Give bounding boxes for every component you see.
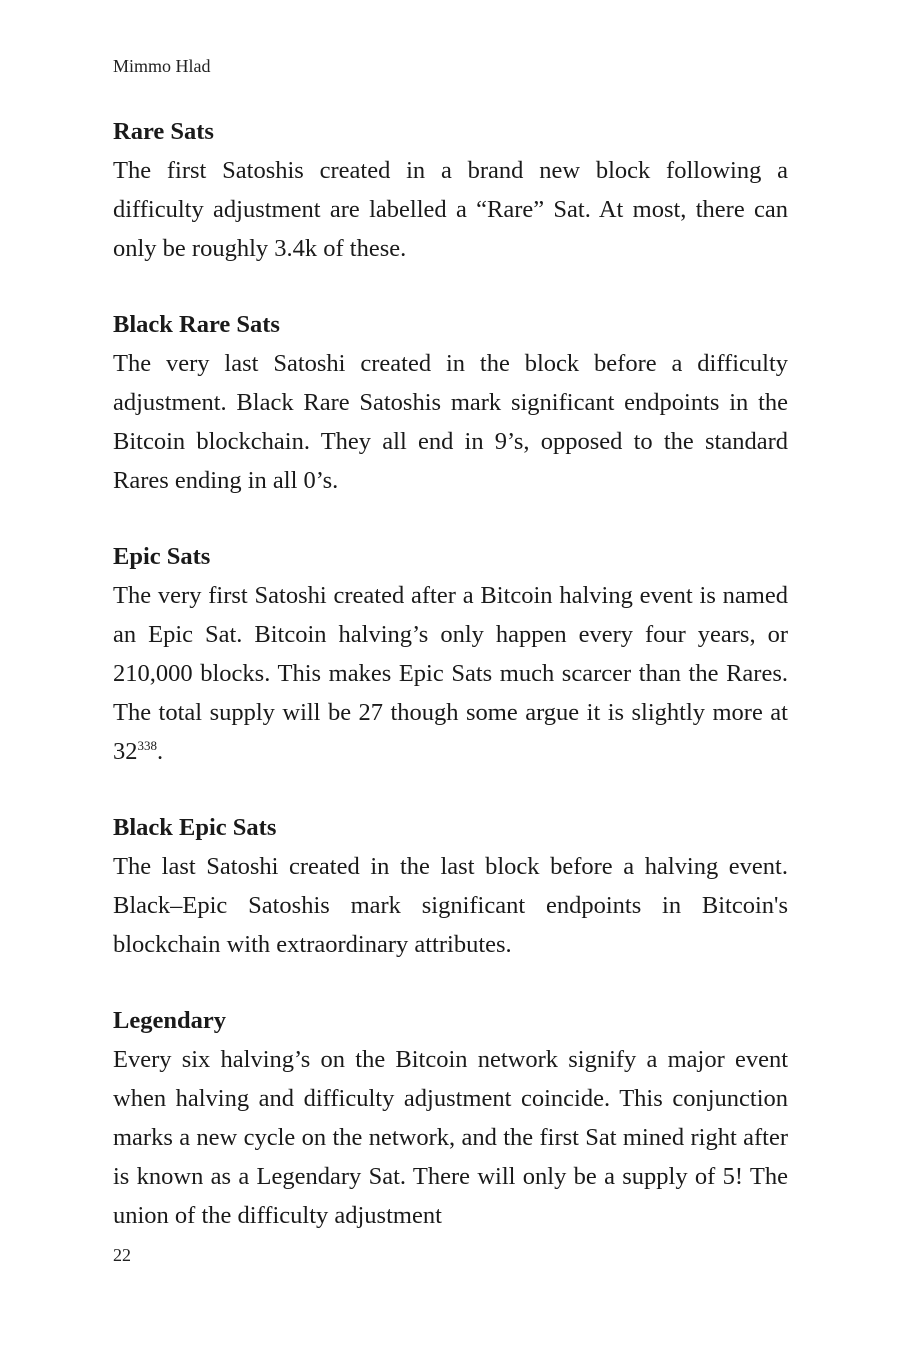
section-heading: Black Rare Sats [113, 311, 280, 338]
paragraph-text: The very first Satoshi created after a Bitcoin halving event is named an Epic Sat. Bitcoin halving’s only happen every four years, or 210,000 blocks. This makes Epic Sats much scarcer than the Rares. The total supply will be 27 though some argue it is slightly more at 32 [113, 582, 788, 765]
section-heading: Black Epic Sats [113, 814, 277, 841]
footnote-reference[interactable]: 338 [137, 737, 157, 753]
section-paragraph [113, 576, 788, 771]
section-paragraph: The first Satoshis created in a brand new block following a difficulty adjustment are labelled a “Rare” Sat. At most, there can only be roughly 3.4k of these. [113, 157, 788, 262]
section-heading: Epic Sats [113, 543, 211, 570]
page-number: 22 [113, 1245, 131, 1265]
section-heading: Legendary [113, 1007, 226, 1034]
section-paragraph: The last Satoshi created in the last block before a halving event. Black–Epic Satoshis mark significant endpoints in Bitcoin's blockchain with extraordinary attributes. [113, 853, 788, 958]
section-black-epic-sats [113, 809, 788, 964]
section-epic-sats [113, 538, 788, 771]
running-header-author: Mimmo Hlad [113, 56, 211, 76]
page-body [113, 113, 788, 1273]
section-paragraph: Every six halving’s on the Bitcoin network signify a major event when halving and difficulty adjustment coincide. This conjunction marks a new cycle on the network, and the first Sat mined right after is known as a Legendary Sat. There will only be a supply of 5! The union of the difficulty adjustment [113, 1046, 788, 1229]
section-rare-sats [113, 113, 788, 268]
section-black-rare-sats [113, 306, 788, 500]
paragraph-text-end: . [157, 738, 164, 765]
section-heading: Rare Sats [113, 118, 214, 145]
section-legendary [113, 1002, 788, 1235]
section-paragraph: The very last Satoshi created in the block before a difficulty adjustment. Black Rare Satoshis mark significant endpoints in the Bitcoin blockchain. They all end in 9’s, opposed to the standard Rares ending in all 0’s. [113, 350, 788, 494]
